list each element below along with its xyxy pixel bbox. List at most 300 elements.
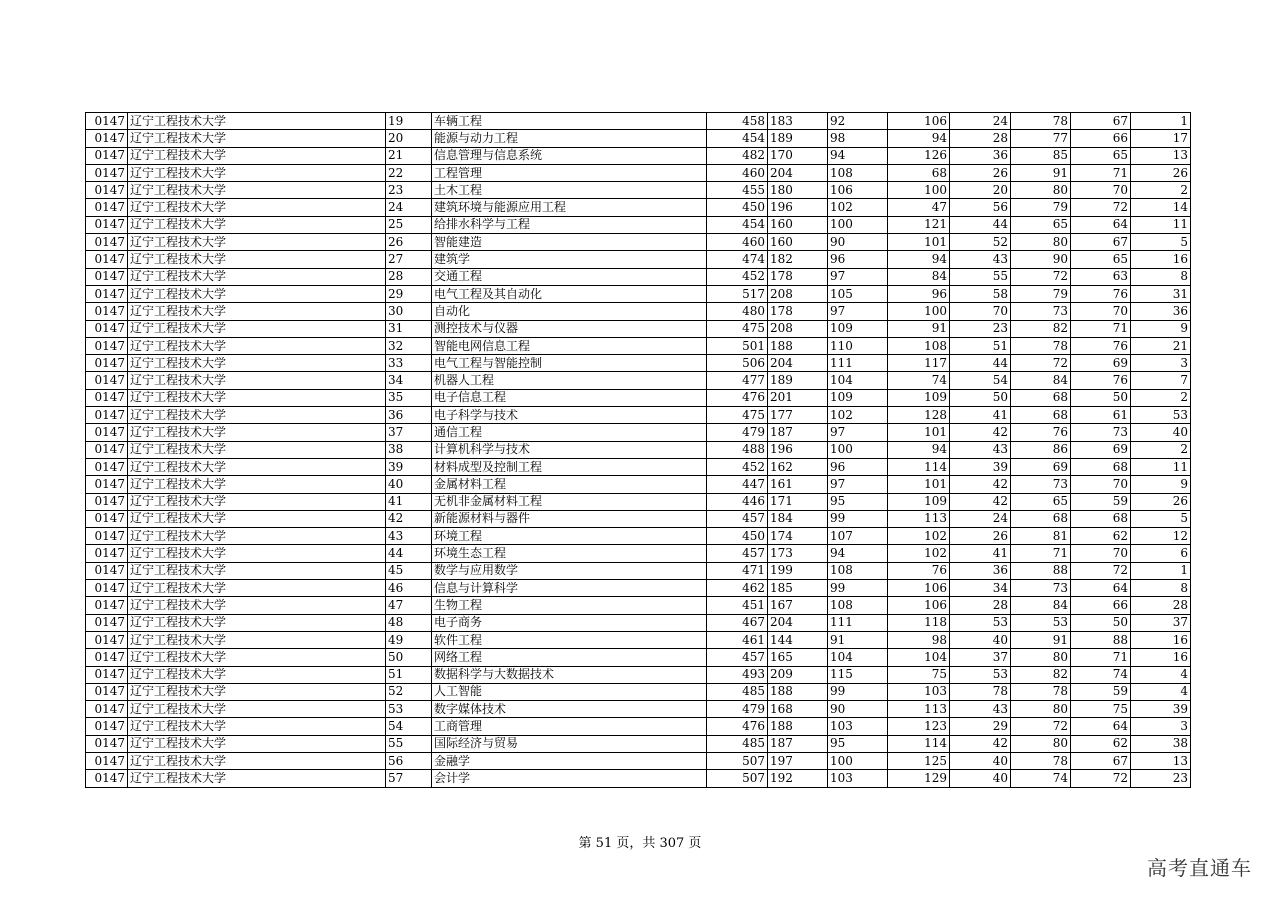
cell-col-10: 73 — [1011, 476, 1071, 493]
cell-col-7: 108 — [828, 562, 888, 579]
table-row — [86, 251, 1191, 268]
cell-col-8: 102 — [888, 528, 950, 545]
cell-col-6: 185 — [768, 580, 828, 597]
cell-col-9: 26 — [950, 528, 1011, 545]
cell-major-code: 19 — [386, 113, 432, 130]
cell-col-9: 40 — [950, 631, 1011, 648]
table-row — [86, 735, 1191, 752]
cell-school-name: 辽宁工程技术大学 — [128, 251, 386, 268]
cell-col-9: 44 — [950, 216, 1011, 233]
cell-major-name: 自动化 — [432, 303, 707, 320]
cell-major-code: 56 — [386, 752, 432, 769]
cell-major-code: 46 — [386, 580, 432, 597]
cell-school-code: 0147 — [86, 285, 128, 302]
cell-col-7: 94 — [828, 545, 888, 562]
cell-col-8: 109 — [888, 493, 950, 510]
cell-col-8: 104 — [888, 649, 950, 666]
cell-col-11: 66 — [1071, 130, 1131, 147]
cell-school-code: 0147 — [86, 458, 128, 475]
cell-school-code: 0147 — [86, 355, 128, 372]
cell-col-6: 173 — [768, 545, 828, 562]
cell-col-6: 189 — [768, 372, 828, 389]
cell-col-9: 42 — [950, 476, 1011, 493]
cell-major-name: 能源与动力工程 — [432, 130, 707, 147]
cell-school-name: 辽宁工程技术大学 — [128, 113, 386, 130]
cell-major-name: 数字媒体技术 — [432, 701, 707, 718]
cell-col-9: 78 — [950, 683, 1011, 700]
cell-col-8: 106 — [888, 113, 950, 130]
cell-school-name: 辽宁工程技术大学 — [128, 320, 386, 337]
cell-major-code: 30 — [386, 303, 432, 320]
table-row — [86, 303, 1191, 320]
cell-col-12: 9 — [1131, 320, 1191, 337]
cell-col-10: 88 — [1011, 562, 1071, 579]
cell-col-11: 88 — [1071, 631, 1131, 648]
cell-col-6: 196 — [768, 199, 828, 216]
cell-col-10: 78 — [1011, 113, 1071, 130]
cell-major-code: 25 — [386, 216, 432, 233]
cell-col-8: 113 — [888, 701, 950, 718]
cell-col-6: 189 — [768, 130, 828, 147]
cell-col-7: 95 — [828, 735, 888, 752]
cell-col-5: 493 — [707, 666, 768, 683]
cell-col-8: 118 — [888, 614, 950, 631]
cell-col-7: 94 — [828, 147, 888, 164]
cell-col-12: 2 — [1131, 389, 1191, 406]
cell-col-7: 99 — [828, 580, 888, 597]
cell-col-12: 13 — [1131, 752, 1191, 769]
cell-col-6: 160 — [768, 216, 828, 233]
cell-major-code: 28 — [386, 268, 432, 285]
cell-col-6: 170 — [768, 147, 828, 164]
table-row — [86, 476, 1191, 493]
cell-col-5: 476 — [707, 718, 768, 735]
cell-col-7: 110 — [828, 337, 888, 354]
cell-col-6: 204 — [768, 614, 828, 631]
cell-col-6: 208 — [768, 285, 828, 302]
cell-col-11: 59 — [1071, 493, 1131, 510]
cell-school-name: 辽宁工程技术大学 — [128, 199, 386, 216]
cell-col-5: 488 — [707, 441, 768, 458]
cell-major-name: 数学与应用数学 — [432, 562, 707, 579]
cell-major-name: 建筑学 — [432, 251, 707, 268]
cell-col-10: 68 — [1011, 389, 1071, 406]
cell-school-code: 0147 — [86, 372, 128, 389]
cell-col-5: 454 — [707, 216, 768, 233]
table-row — [86, 683, 1191, 700]
cell-major-code: 29 — [386, 285, 432, 302]
cell-col-12: 6 — [1131, 545, 1191, 562]
cell-col-8: 101 — [888, 476, 950, 493]
table-row — [86, 234, 1191, 251]
table-row — [86, 147, 1191, 164]
cell-school-code: 0147 — [86, 113, 128, 130]
cell-major-code: 22 — [386, 164, 432, 181]
cell-col-12: 16 — [1131, 649, 1191, 666]
cell-col-10: 91 — [1011, 164, 1071, 181]
cell-col-5: 457 — [707, 649, 768, 666]
cell-col-7: 105 — [828, 285, 888, 302]
cell-col-7: 96 — [828, 458, 888, 475]
cell-col-5: 450 — [707, 528, 768, 545]
table-row — [86, 389, 1191, 406]
table-row — [86, 528, 1191, 545]
cell-col-10: 65 — [1011, 493, 1071, 510]
cell-col-10: 65 — [1011, 216, 1071, 233]
cell-col-9: 36 — [950, 147, 1011, 164]
cell-col-7: 99 — [828, 510, 888, 527]
table-row — [86, 631, 1191, 648]
cell-col-12: 36 — [1131, 303, 1191, 320]
cell-col-8: 106 — [888, 580, 950, 597]
cell-col-8: 109 — [888, 389, 950, 406]
cell-school-code: 0147 — [86, 683, 128, 700]
cell-col-7: 97 — [828, 476, 888, 493]
table-row — [86, 649, 1191, 666]
cell-col-12: 2 — [1131, 441, 1191, 458]
cell-school-code: 0147 — [86, 528, 128, 545]
cell-col-11: 72 — [1071, 562, 1131, 579]
cell-school-code: 0147 — [86, 199, 128, 216]
cell-major-code: 31 — [386, 320, 432, 337]
cell-col-6: 165 — [768, 649, 828, 666]
cell-school-code: 0147 — [86, 770, 128, 787]
cell-col-7: 97 — [828, 424, 888, 441]
cell-major-code: 21 — [386, 147, 432, 164]
page-number: 第 51 页，共 307 页 — [578, 836, 702, 851]
cell-school-name: 辽宁工程技术大学 — [128, 164, 386, 181]
cell-col-12: 28 — [1131, 597, 1191, 614]
cell-major-code: 52 — [386, 683, 432, 700]
cell-col-10: 80 — [1011, 701, 1071, 718]
cell-major-name: 软件工程 — [432, 631, 707, 648]
cell-col-5: 501 — [707, 337, 768, 354]
cell-col-10: 72 — [1011, 268, 1071, 285]
cell-major-code: 40 — [386, 476, 432, 493]
cell-col-11: 65 — [1071, 251, 1131, 268]
cell-col-10: 84 — [1011, 597, 1071, 614]
cell-col-7: 104 — [828, 372, 888, 389]
cell-col-5: 480 — [707, 303, 768, 320]
cell-school-name: 辽宁工程技术大学 — [128, 285, 386, 302]
cell-col-8: 102 — [888, 545, 950, 562]
cell-major-name: 测控技术与仪器 — [432, 320, 707, 337]
cell-school-name: 辽宁工程技术大学 — [128, 407, 386, 424]
cell-school-code: 0147 — [86, 234, 128, 251]
cell-school-code: 0147 — [86, 407, 128, 424]
cell-col-9: 28 — [950, 597, 1011, 614]
table-row — [86, 493, 1191, 510]
table-row — [86, 562, 1191, 579]
cell-col-10: 90 — [1011, 251, 1071, 268]
cell-col-8: 100 — [888, 303, 950, 320]
cell-col-6: 177 — [768, 407, 828, 424]
cell-col-12: 5 — [1131, 234, 1191, 251]
cell-col-5: 462 — [707, 580, 768, 597]
cell-major-code: 51 — [386, 666, 432, 683]
cell-col-12: 39 — [1131, 701, 1191, 718]
cell-col-12: 4 — [1131, 683, 1191, 700]
cell-col-9: 28 — [950, 130, 1011, 147]
cell-col-11: 63 — [1071, 268, 1131, 285]
cell-col-6: 168 — [768, 701, 828, 718]
cell-col-9: 44 — [950, 355, 1011, 372]
cell-school-code: 0147 — [86, 752, 128, 769]
cell-school-name: 辽宁工程技术大学 — [128, 701, 386, 718]
cell-col-10: 76 — [1011, 424, 1071, 441]
cell-major-name: 网络工程 — [432, 649, 707, 666]
cell-major-code: 36 — [386, 407, 432, 424]
cell-col-6: 167 — [768, 597, 828, 614]
cell-major-code: 47 — [386, 597, 432, 614]
cell-major-code: 55 — [386, 735, 432, 752]
cell-school-name: 辽宁工程技术大学 — [128, 372, 386, 389]
cell-major-name: 计算机科学与技术 — [432, 441, 707, 458]
cell-major-code: 44 — [386, 545, 432, 562]
cell-school-name: 辽宁工程技术大学 — [128, 510, 386, 527]
cell-col-7: 103 — [828, 718, 888, 735]
watermark-logo: 高考直通车 — [1147, 856, 1252, 880]
cell-col-12: 8 — [1131, 580, 1191, 597]
table-row — [86, 770, 1191, 787]
cell-col-11: 66 — [1071, 597, 1131, 614]
cell-col-10: 78 — [1011, 337, 1071, 354]
cell-major-code: 23 — [386, 182, 432, 199]
cell-col-11: 70 — [1071, 545, 1131, 562]
cell-col-7: 106 — [828, 182, 888, 199]
cell-col-5: 457 — [707, 545, 768, 562]
table-row — [86, 216, 1191, 233]
cell-major-name: 机器人工程 — [432, 372, 707, 389]
cell-col-12: 5 — [1131, 510, 1191, 527]
table-row — [86, 580, 1191, 597]
cell-major-code: 45 — [386, 562, 432, 579]
cell-col-5: 485 — [707, 735, 768, 752]
table-row — [86, 130, 1191, 147]
cell-col-11: 72 — [1071, 199, 1131, 216]
table-row — [86, 268, 1191, 285]
cell-col-5: 479 — [707, 424, 768, 441]
cell-school-code: 0147 — [86, 649, 128, 666]
cell-col-12: 23 — [1131, 770, 1191, 787]
table-row — [86, 372, 1191, 389]
cell-col-6: 188 — [768, 718, 828, 735]
table-body — [86, 113, 1191, 788]
cell-col-5: 460 — [707, 234, 768, 251]
cell-major-name: 材料成型及控制工程 — [432, 458, 707, 475]
cell-col-6: 171 — [768, 493, 828, 510]
cell-school-name: 辽宁工程技术大学 — [128, 580, 386, 597]
cell-col-7: 99 — [828, 683, 888, 700]
cell-col-5: 506 — [707, 355, 768, 372]
cell-col-5: 475 — [707, 407, 768, 424]
cell-col-8: 117 — [888, 355, 950, 372]
cell-school-code: 0147 — [86, 182, 128, 199]
cell-school-name: 辽宁工程技术大学 — [128, 458, 386, 475]
cell-col-11: 67 — [1071, 234, 1131, 251]
cell-col-11: 50 — [1071, 389, 1131, 406]
cell-school-name: 辽宁工程技术大学 — [128, 441, 386, 458]
cell-col-12: 12 — [1131, 528, 1191, 545]
cell-col-11: 65 — [1071, 147, 1131, 164]
cell-col-5: 482 — [707, 147, 768, 164]
cell-col-6: 197 — [768, 752, 828, 769]
cell-col-12: 2 — [1131, 182, 1191, 199]
cell-col-12: 9 — [1131, 476, 1191, 493]
cell-col-8: 75 — [888, 666, 950, 683]
cell-major-name: 通信工程 — [432, 424, 707, 441]
cell-col-9: 52 — [950, 234, 1011, 251]
cell-major-code: 49 — [386, 631, 432, 648]
cell-major-name: 电子信息工程 — [432, 389, 707, 406]
cell-col-5: 457 — [707, 510, 768, 527]
cell-major-code: 57 — [386, 770, 432, 787]
cell-major-code: 41 — [386, 493, 432, 510]
cell-col-6: 183 — [768, 113, 828, 130]
cell-col-6: 188 — [768, 683, 828, 700]
cell-major-name: 工商管理 — [432, 718, 707, 735]
cell-col-7: 90 — [828, 701, 888, 718]
cell-school-code: 0147 — [86, 545, 128, 562]
cell-major-code: 39 — [386, 458, 432, 475]
cell-col-7: 108 — [828, 164, 888, 181]
cell-major-name: 车辆工程 — [432, 113, 707, 130]
cell-col-12: 3 — [1131, 355, 1191, 372]
cell-col-6: 204 — [768, 164, 828, 181]
cell-col-9: 50 — [950, 389, 1011, 406]
cell-major-name: 人工智能 — [432, 683, 707, 700]
cell-major-code: 53 — [386, 701, 432, 718]
cell-col-5: 455 — [707, 182, 768, 199]
cell-major-code: 34 — [386, 372, 432, 389]
cell-major-code: 42 — [386, 510, 432, 527]
cell-col-11: 70 — [1071, 303, 1131, 320]
cell-major-name: 金融学 — [432, 752, 707, 769]
cell-col-9: 41 — [950, 545, 1011, 562]
cell-col-5: 458 — [707, 113, 768, 130]
table-row — [86, 545, 1191, 562]
cell-col-5: 460 — [707, 164, 768, 181]
cell-school-name: 辽宁工程技术大学 — [128, 130, 386, 147]
cell-school-code: 0147 — [86, 216, 128, 233]
cell-major-code: 20 — [386, 130, 432, 147]
cell-col-5: 485 — [707, 683, 768, 700]
cell-school-code: 0147 — [86, 389, 128, 406]
cell-school-name: 辽宁工程技术大学 — [128, 718, 386, 735]
cell-col-8: 101 — [888, 234, 950, 251]
cell-col-10: 72 — [1011, 718, 1071, 735]
table-row — [86, 597, 1191, 614]
cell-school-code: 0147 — [86, 597, 128, 614]
cell-major-name: 电子商务 — [432, 614, 707, 631]
cell-col-6: 182 — [768, 251, 828, 268]
cell-col-8: 98 — [888, 631, 950, 648]
cell-col-11: 61 — [1071, 407, 1131, 424]
cell-col-7: 91 — [828, 631, 888, 648]
cell-col-6: 161 — [768, 476, 828, 493]
cell-col-6: 180 — [768, 182, 828, 199]
cell-col-8: 126 — [888, 147, 950, 164]
cell-col-5: 461 — [707, 631, 768, 648]
cell-col-5: 507 — [707, 770, 768, 787]
cell-col-9: 42 — [950, 493, 1011, 510]
cell-school-name: 辽宁工程技术大学 — [128, 597, 386, 614]
cell-major-name: 给排水科学与工程 — [432, 216, 707, 233]
table-row — [86, 164, 1191, 181]
cell-col-5: 475 — [707, 320, 768, 337]
cell-col-10: 69 — [1011, 458, 1071, 475]
cell-col-7: 92 — [828, 113, 888, 130]
cell-school-code: 0147 — [86, 614, 128, 631]
cell-col-6: 208 — [768, 320, 828, 337]
cell-school-code: 0147 — [86, 303, 128, 320]
cell-col-7: 103 — [828, 770, 888, 787]
cell-col-8: 84 — [888, 268, 950, 285]
cell-school-name: 辽宁工程技术大学 — [128, 182, 386, 199]
cell-col-12: 38 — [1131, 735, 1191, 752]
cell-school-name: 辽宁工程技术大学 — [128, 649, 386, 666]
cell-col-11: 62 — [1071, 528, 1131, 545]
cell-col-10: 53 — [1011, 614, 1071, 631]
cell-col-12: 37 — [1131, 614, 1191, 631]
cell-col-11: 71 — [1071, 649, 1131, 666]
cell-col-6: 187 — [768, 735, 828, 752]
cell-school-name: 辽宁工程技术大学 — [128, 424, 386, 441]
cell-major-name: 数据科学与大数据技术 — [432, 666, 707, 683]
cell-major-code: 24 — [386, 199, 432, 216]
cell-col-9: 23 — [950, 320, 1011, 337]
cell-col-7: 95 — [828, 493, 888, 510]
cell-col-6: 178 — [768, 303, 828, 320]
cell-school-name: 辽宁工程技术大学 — [128, 389, 386, 406]
cell-col-9: 36 — [950, 562, 1011, 579]
cell-col-10: 72 — [1011, 355, 1071, 372]
cell-col-9: 42 — [950, 735, 1011, 752]
cell-col-10: 80 — [1011, 735, 1071, 752]
cell-school-code: 0147 — [86, 268, 128, 285]
cell-col-11: 69 — [1071, 355, 1131, 372]
cell-col-9: 20 — [950, 182, 1011, 199]
cell-major-code: 26 — [386, 234, 432, 251]
table-row — [86, 199, 1191, 216]
cell-col-12: 8 — [1131, 268, 1191, 285]
cell-col-5: 517 — [707, 285, 768, 302]
cell-col-12: 16 — [1131, 251, 1191, 268]
cell-col-9: 58 — [950, 285, 1011, 302]
cell-school-code: 0147 — [86, 718, 128, 735]
cell-school-name: 辽宁工程技术大学 — [128, 147, 386, 164]
cell-col-8: 94 — [888, 251, 950, 268]
cell-major-name: 信息管理与信息系统 — [432, 147, 707, 164]
cell-major-name: 电气工程及其自动化 — [432, 285, 707, 302]
cell-major-code: 37 — [386, 424, 432, 441]
cell-col-10: 82 — [1011, 320, 1071, 337]
table-row — [86, 701, 1191, 718]
cell-major-name: 生物工程 — [432, 597, 707, 614]
cell-major-name: 电气工程与智能控制 — [432, 355, 707, 372]
cell-col-8: 94 — [888, 441, 950, 458]
cell-col-9: 54 — [950, 372, 1011, 389]
cell-major-code: 54 — [386, 718, 432, 735]
cell-col-5: 474 — [707, 251, 768, 268]
cell-major-name: 会计学 — [432, 770, 707, 787]
table-row — [86, 320, 1191, 337]
cell-school-name: 辽宁工程技术大学 — [128, 666, 386, 683]
cell-col-8: 47 — [888, 199, 950, 216]
cell-school-name: 辽宁工程技术大学 — [128, 303, 386, 320]
cell-col-7: 107 — [828, 528, 888, 545]
cell-col-5: 446 — [707, 493, 768, 510]
